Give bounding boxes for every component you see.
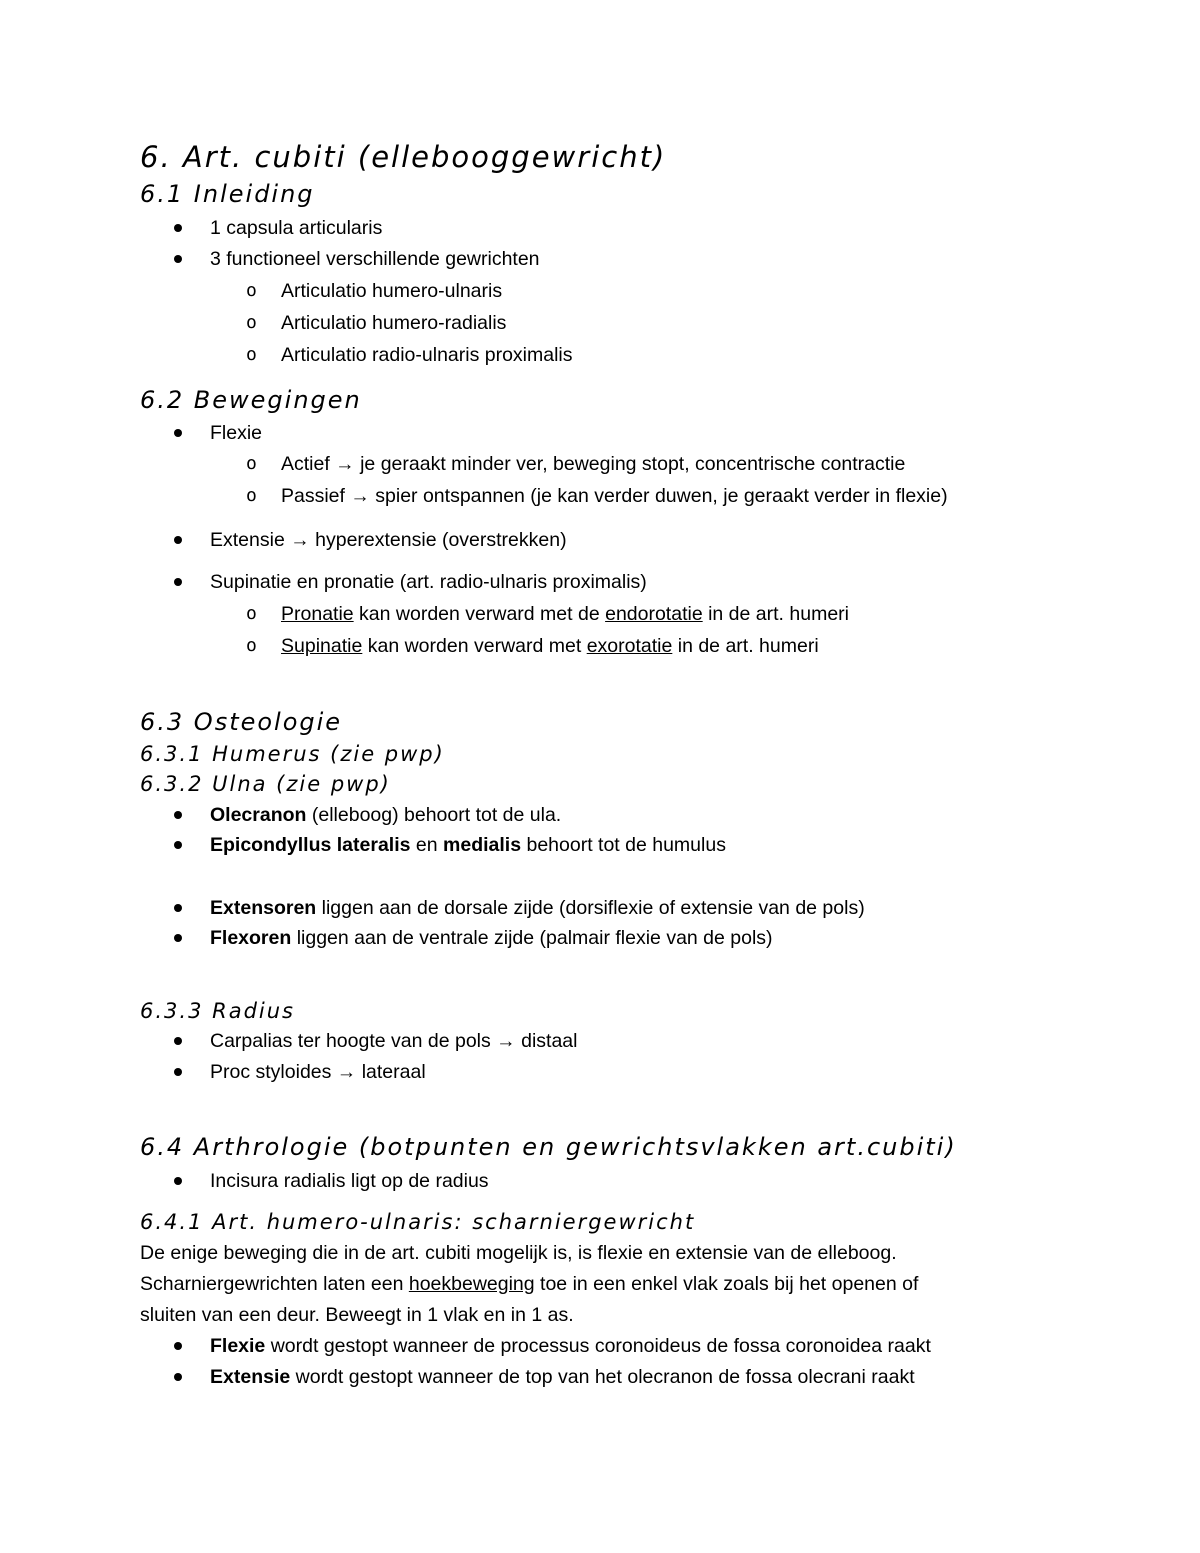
bullet — [174, 536, 182, 544]
bullet — [174, 934, 182, 942]
bullet — [174, 255, 182, 263]
list-item: Incisura radialis ligt op de radius — [210, 1170, 489, 1192]
text: en — [410, 834, 444, 856]
list-item — [210, 926, 773, 950]
heading-humero-ulnaris: 6.4.1 Art. humero-ulnaris: scharniergewricht — [140, 1210, 696, 1234]
sub-bullet: o — [246, 344, 257, 365]
sub-list-item — [281, 602, 849, 626]
sub-bullet: o — [246, 603, 257, 624]
paragraph-line: sluiten van een deur. Beweegt in 1 vlak en in 1 as. — [140, 1304, 574, 1326]
bold-term: medialis — [443, 834, 522, 856]
underlined-term: hoekbeweging — [408, 1273, 535, 1295]
text: (elleboog) behoort tot de ula. — [306, 804, 562, 826]
list-item: Proc styloides → lateraal — [210, 1061, 426, 1083]
heading-ulna: 6.3.2 Ulna (zie pwp) — [140, 772, 391, 796]
list-item: 1 capsula articularis — [210, 217, 383, 239]
text: kan worden verward met — [362, 635, 587, 657]
bullet — [174, 904, 182, 912]
bold-term: Extensie — [210, 1366, 291, 1388]
sub-bullet: o — [246, 635, 257, 656]
sub-bullet: o — [246, 312, 257, 333]
bullet — [174, 811, 182, 819]
list-item — [210, 896, 865, 920]
bold-term: Olecranon — [210, 804, 307, 826]
text: liggen aan de dorsale zijde (dorsiflexie of extensie van de pols) — [316, 897, 865, 919]
text: liggen aan de ventrale zijde (palmair flexie van de pols) — [291, 927, 773, 949]
sub-list-item: Actief → je geraakt minder ver, beweging stopt, concentrische contractie — [281, 453, 906, 475]
paragraph-line — [140, 1272, 918, 1296]
bold-term: Extensoren — [210, 897, 317, 919]
paragraph-line: De enige beweging die in de art. cubiti mogelijk is, is flexie en extensie van de elleboog. — [140, 1242, 897, 1264]
text: Scharniergewrichten laten een — [140, 1273, 409, 1295]
list-item — [210, 1365, 915, 1389]
list-item: Carpalias ter hoogte van de pols → distaal — [210, 1030, 578, 1052]
bullet — [174, 1068, 182, 1076]
list-item — [210, 1334, 931, 1358]
sub-list-item: Articulatio humero-ulnaris — [281, 280, 503, 302]
bold-term: Epicondyllus lateralis — [210, 834, 411, 856]
sub-bullet: o — [246, 453, 257, 474]
text: wordt gestopt wanneer de processus coronoideus de fossa coronoidea raakt — [265, 1335, 931, 1357]
text: kan worden verward met de — [353, 603, 606, 625]
sub-list-item: Passief → spier ontspannen (je kan verder duwen, je geraakt verder in flexie) — [281, 485, 948, 507]
text: behoort tot de humulus — [521, 834, 726, 856]
bullet — [174, 429, 182, 437]
sub-list-item — [281, 634, 819, 658]
heading-inleiding: 6.1 Inleiding — [140, 180, 315, 208]
bullet — [174, 578, 182, 586]
underlined-term: Supinatie — [281, 635, 363, 657]
bullet — [174, 1037, 182, 1045]
text: wordt gestopt wanneer de top van het olecranon de fossa olecrani raakt — [290, 1366, 915, 1388]
list-item: 3 functioneel verschillende gewrichten — [210, 248, 540, 270]
bullet — [174, 224, 182, 232]
bullet — [174, 1342, 182, 1350]
bullet — [174, 1177, 182, 1185]
main-heading: 6. Art. cubiti (ellebooggewricht) — [140, 140, 667, 174]
heading-humerus: 6.3.1 Humerus (zie pwp) — [140, 742, 445, 766]
list-item: Supinatie en pronatie (art. radio-ulnaris proximalis) — [210, 571, 647, 593]
bullet — [174, 1373, 182, 1381]
list-item: Extensie → hyperextensie (overstrekken) — [210, 529, 567, 551]
sub-bullet: o — [246, 485, 257, 506]
text: in de art. humeri — [672, 635, 819, 657]
underlined-term: exorotatie — [586, 635, 673, 657]
sub-bullet: o — [246, 280, 257, 301]
underlined-term: Pronatie — [281, 603, 354, 625]
text: toe in een enkel vlak zoals bij het openen of — [534, 1273, 919, 1295]
heading-radius: 6.3.3 Radius — [140, 999, 295, 1023]
list-item — [210, 803, 561, 827]
underlined-term: endorotatie — [605, 603, 703, 625]
sub-list-item: Articulatio radio-ulnaris proximalis — [281, 344, 573, 366]
heading-bewegingen: 6.2 Bewegingen — [140, 386, 362, 414]
list-item: Flexie — [210, 422, 263, 444]
bold-term: Flexie — [210, 1335, 266, 1357]
bold-term: Flexoren — [210, 927, 292, 949]
heading-osteologie: 6.3 Osteologie — [140, 708, 343, 736]
heading-arthrologie: 6.4 Arthrologie (botpunten en gewrichtsvlakken art.cubiti) — [140, 1133, 957, 1161]
sub-list-item: Articulatio humero-radialis — [281, 312, 507, 334]
list-item — [210, 833, 726, 857]
bullet — [174, 841, 182, 849]
text: in de art. humeri — [702, 603, 849, 625]
